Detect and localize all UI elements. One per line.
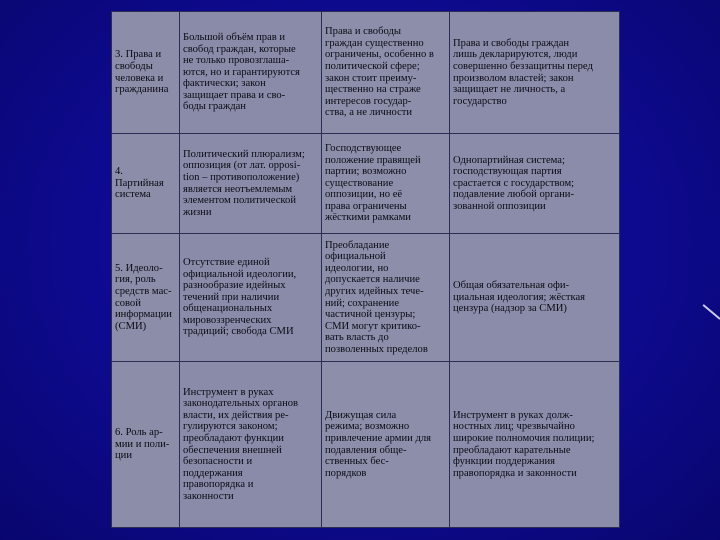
totalitarian-text: Однопартийная система; господствующая партия срастается с государством; подавление любой органи- зованной оппозиции — [453, 154, 575, 212]
authoritarian-text: Преобладание официальной идеологии, но допускается наличие других идейных тече- ний; сохранение частичной цензуры; СМИ могут критико- вать власть до позволенных пределов — [325, 239, 428, 355]
democratic-text: Инструмент в руках законодательных органов власти, их действия ре- гулируются законом; преобладают функции обеспечения внешней безопасности и поддержания правопорядка и законности — [183, 386, 299, 502]
comparison-table — [111, 11, 620, 528]
democratic-cell — [180, 362, 322, 528]
authoritarian-cell — [322, 234, 450, 362]
feature-text: 4. Партийная система — [115, 166, 164, 201]
feature-cell — [112, 12, 180, 134]
feature-cell — [112, 362, 180, 528]
democratic-text: Большой объём прав и свобод граждан, которые не только провозглаша- ются, но и гарантируются фактически; закон защищает права и сво- боды граждан — [183, 31, 300, 113]
authoritarian-text: Господствующее положение правящей партии; возможно существование оппозиции, но её права ограничены жёсткими рамками — [325, 142, 421, 224]
totalitarian-cell — [450, 12, 620, 134]
democratic-cell — [180, 234, 322, 362]
totalitarian-text: Права и свободы граждан лишь декларируются, люди совершенно беззащитны перед произволом властей; закон защищает не личность, а государство — [453, 37, 593, 107]
table-row-army-police — [112, 362, 620, 528]
totalitarian-cell — [450, 362, 620, 528]
totalitarian-text: Общая обязательная офи- циальная идеология; жёсткая цензура (надзор за СМИ) — [453, 280, 586, 315]
feature-text: 3. Права и свободы человека и гражданина — [115, 49, 169, 96]
feature-text: 5. Идеоло- гия, роль средств мас- совой информации (СМИ) — [115, 262, 172, 332]
table-row-ideology — [112, 234, 620, 362]
table-row-rights — [112, 12, 620, 134]
democratic-cell — [180, 134, 322, 234]
authoritarian-cell — [322, 12, 450, 134]
totalitarian-cell — [450, 134, 620, 234]
totalitarian-cell — [450, 234, 620, 362]
democratic-text: Политический плюрализм; оппозиция (от лат. opposi- tion – противоположение) является неотъемлемым элементом политической жизни — [183, 148, 305, 218]
decorative-line — [703, 304, 720, 320]
totalitarian-text: Инструмент в руках долж- ностных лиц; чрезвычайно широкие полномочия полиции; преобладают карательные функции поддержания правопорядка и законности — [453, 409, 595, 479]
authoritarian-cell — [322, 134, 450, 234]
authoritarian-text: Права и свободы граждан существенно ограничены, особенно в политической сфере; закон стоит преиму- щественно на страже интересов государ- ства, а не личности — [325, 26, 434, 119]
table-row-party-system — [112, 134, 620, 234]
authoritarian-cell — [322, 362, 450, 528]
democratic-cell — [180, 12, 322, 134]
feature-cell — [112, 234, 180, 362]
democratic-text: Отсутствие единой официальной идеологии, разнообразие идейных течений при наличии общенациональных мировоззренческих традиций; свобода СМИ — [183, 256, 297, 338]
feature-cell — [112, 134, 180, 234]
feature-text: 6. Роль ар- мии и поли- ции — [115, 427, 170, 462]
authoritarian-text: Движущая сила режима; возможно привлечение армии для подавления обще- ственных бес- порядков — [325, 409, 432, 479]
